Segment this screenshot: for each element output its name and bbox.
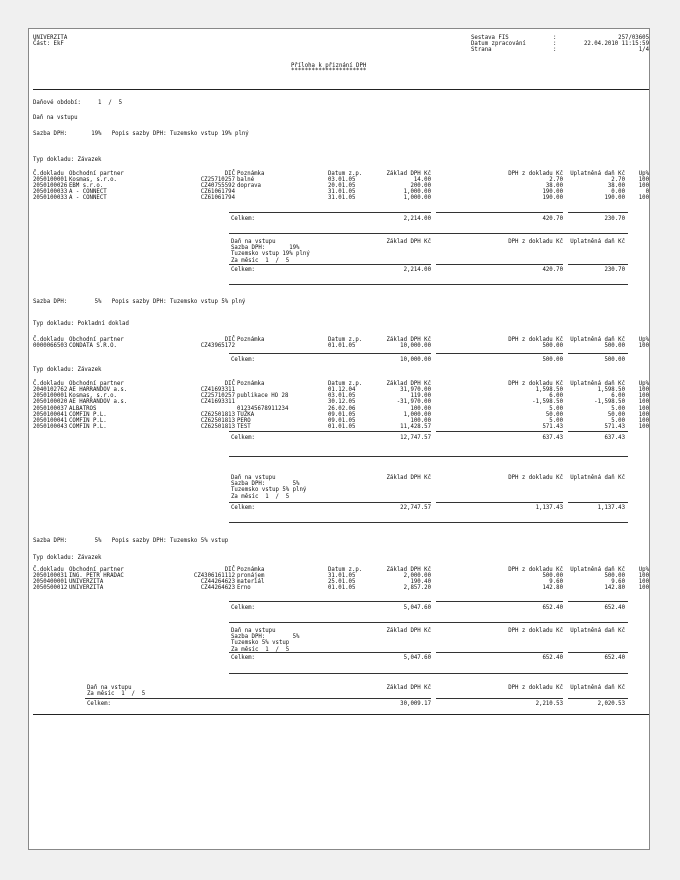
col-header-doc: Č.dokladu [33,381,64,387]
total-rule [436,264,563,265]
row-doc: 2050100033 [33,189,68,195]
row-base: 31,970.00 [400,387,431,393]
header-rule [33,89,649,90]
grand-rule [436,698,563,699]
row-date: 25.01.05 [328,579,356,586]
total-rule [229,502,431,503]
col-header-note: Poznámka [237,567,265,573]
col-header-date: Datum z.p. [328,171,363,177]
total-rule [229,652,431,653]
row-partner: UNIVERZITA [69,579,104,586]
col-header-pct: Up% [638,567,649,573]
total-vat: 652.40 [542,605,563,611]
grand-col-vat: DPH z dokladu Kč [508,685,563,691]
row-pct: 100 [638,579,649,586]
row-doc: 2050100031 [33,573,68,579]
row-pct: 100 [638,183,649,189]
grand-total-base: 30,009.17 [400,701,431,707]
tax-type: Daň na vstupu [33,115,78,121]
row-base: 1,000.00 [403,195,431,201]
row-vat: 9.60 [549,579,563,586]
grand-col-base: Základ DPH Kč [386,685,431,691]
row-vat: 5.00 [549,405,563,412]
total-label: Celkem: [231,605,255,611]
col-header-base: Základ DPH Kč [386,381,431,387]
row-doc: 2050100043 [33,424,68,431]
col-header-dic: DIČ [224,567,235,573]
col-header-partner: Obchodní partner [69,381,124,387]
summary-line: Sazba DPH: 5% [231,481,300,488]
total-label: Celkem: [231,435,255,441]
meta-colon: : [553,47,557,53]
row-pct: 100 [638,343,649,349]
row-dic: CZ4306161112 [193,573,235,579]
row-date: 31.01.05 [328,195,356,201]
total-base: 12,747.57 [400,435,431,441]
row-vat: 38.00 [545,183,563,189]
total-rule [436,652,563,653]
col-header-dic: DIČ [224,337,235,343]
row-note: publikace HO 28 [237,393,289,400]
meta-colon: : [553,35,557,41]
meta-label: Datum zpracování [471,41,526,47]
row-pct: 100 [638,585,649,592]
row-partner: Kosmas, s.r.o. [69,177,117,183]
col-header-claimed: Uplatněná daň Kč [570,567,625,573]
col-header-note: Poznámka [237,171,265,177]
col-header-claimed: Uplatněná daň Kč [570,337,625,343]
row-pct: 100 [638,573,649,579]
row-partner: A - CONNECT [69,195,107,201]
row-claimed: -1,598.50 [594,399,625,406]
col-header-date: Datum z.p. [328,381,363,387]
row-partner: ING. PETR HRADAC [69,573,124,579]
row-vat: 1,598.50 [535,387,563,393]
row-claimed: 5.00 [611,418,625,424]
row-date: 01.01.05 [328,343,356,349]
total-rule [229,601,431,602]
summary-line: Tuzemsko vstup 5% plný [231,487,307,494]
row-note: balné [237,177,255,183]
row-dic: CZ62501813 [200,418,235,424]
summary-col-claimed: Uplatněná daň Kč [570,628,625,634]
total-base: 2,214.00 [403,216,431,222]
row-base: 2,857.20 [403,585,431,592]
row-note: TEST [237,424,251,431]
row-claimed: 9.60 [611,579,625,586]
row-vat: -1,598.50 [532,399,563,406]
row-dic: CZ44264623 [200,579,235,586]
row-doc: 2050100033 [33,195,68,201]
summary-total-vat: 652.40 [542,655,563,661]
summary-total-base: 22,747.57 [400,505,431,511]
summary-line: Daň na vstupu [231,628,276,634]
row-note: Erno [237,585,251,592]
row-partner: A - CONNECT [69,189,107,195]
total-label: Celkem: [231,216,255,222]
org-part: Část: EkF [33,41,64,47]
section-rule [229,456,628,457]
summary-total-label: Celkem: [231,505,255,511]
col-header-doc: Č.dokladu [33,337,64,343]
row-vat: 190.00 [542,189,563,195]
row-doc: 2040102762 [33,387,68,393]
grand-total-vat: 2,210.53 [535,701,563,707]
row-date: 01.12.04 [328,387,356,393]
col-header-date: Datum z.p. [328,567,363,573]
meta-value: 257/03605 [618,35,649,41]
col-header-base: Základ DPH Kč [386,337,431,343]
row-dic: CZ25710257 [200,393,235,400]
grand-rule [568,698,628,699]
row-dic: CZ43965172 [200,343,235,349]
row-date: 03.01.05 [328,177,356,183]
section-rule [229,233,628,234]
row-doc: 2050100037 [33,405,68,412]
col-header-base: Základ DPH Kč [386,567,431,573]
row-pct: 100 [638,424,649,431]
row-dic: CZ61061794 [200,189,235,195]
summary-total-label: Celkem: [231,267,255,273]
row-partner: COMFIN P.L. [69,418,107,424]
row-vat: 6.00 [549,393,563,400]
total-rule [568,601,628,602]
section-rule [229,284,628,285]
col-header-note: Poznámka [237,337,265,343]
col-header-date: Datum z.p. [328,337,363,343]
row-claimed: 500.00 [604,573,625,579]
col-header-claimed: Uplatněná daň Kč [570,381,625,387]
row-partner: AE HARRANDOV a.s. [69,387,128,393]
row-vat: 500.00 [542,343,563,349]
summary-total-base: 5,047.60 [403,655,431,661]
summary-col-claimed: Uplatněná daň Kč [570,239,625,245]
total-claimed: 652.40 [604,605,625,611]
row-claimed: 50.00 [607,411,625,418]
total-base: 5,047.60 [403,605,431,611]
total-rule [229,353,431,354]
row-claimed: 571.43 [604,424,625,431]
row-claimed: 5.00 [611,405,625,412]
total-rule [568,652,628,653]
section-rule [229,673,628,674]
row-base: 100.00 [410,405,431,412]
grand-total-label: Celkem: [87,701,111,707]
row-vat: 500.00 [542,573,563,579]
rate-line: Sazba DPH: 19% Popis sazby DPH: Tuzemsko vstup 19% plný [33,131,249,137]
col-header-note: Poznámka [237,381,265,387]
summary-line: Za měsíc 1 / 5 [231,646,290,653]
row-dic: CZ62501813 [200,411,235,418]
row-base: 11,428.57 [400,424,431,431]
total-rule [436,601,563,602]
row-vat: 190.00 [542,195,563,201]
row-base: -31,970.00 [396,399,431,406]
summary-total-label: Celkem: [231,655,255,661]
row-partner: CONDATA S.R.O. [69,343,117,349]
grand-line: Za měsíc 1 / 5 [87,691,146,698]
row-claimed: 2.70 [611,177,625,183]
row-date: 31.01.05 [328,189,356,195]
total-claimed: 637.43 [604,435,625,441]
total-rule [229,264,431,265]
row-date: 09.01.05 [328,418,356,424]
total-rule [568,264,628,265]
summary-col-vat: DPH z dokladu Kč [508,239,563,245]
meta-value: 22.04.2010 11:15:59 [583,41,649,47]
row-partner: COMFIN P.L. [69,424,107,431]
total-vat: 500.00 [542,357,563,363]
row-date: 01.01.05 [328,424,356,431]
col-header-vat: DPH z dokladu Kč [508,381,563,387]
total-rule [436,212,563,213]
summary-line: Daň na vstupu [231,475,276,481]
row-date: 20.01.05 [328,183,356,189]
summary-total-base: 2,214.00 [403,267,431,273]
section-rule [229,522,628,523]
col-header-doc: Č.dokladu [33,567,64,573]
row-partner: COMFIN P.L. [69,411,107,418]
row-doc: 2050100041 [33,411,68,418]
row-doc: 2050100026 [33,183,68,189]
col-header-partner: Obchodní partner [69,567,124,573]
col-header-vat: DPH z dokladu Kč [508,567,563,573]
summary-col-vat: DPH z dokladu Kč [508,475,563,481]
row-date: 09.01.05 [328,411,356,418]
total-rule [568,502,628,503]
total-rule [436,431,563,432]
row-dic: CZ44264623 [200,585,235,592]
row-dic: CZ41693311 [200,387,235,393]
org-name: UNIVERZITA [33,35,68,41]
row-base: 1,000.00 [403,411,431,418]
doc-type: Typ dokladu: Závazek [33,555,102,561]
row-pct: 100 [638,418,649,424]
row-date: 03.01.05 [328,393,356,400]
row-pct: 100 [638,411,649,418]
row-claimed: 6.00 [611,393,625,400]
footer-rule [33,714,649,715]
row-dic: CZ62501813 [200,424,235,431]
row-doc: 2050100041 [33,418,68,424]
row-date: 31.01.05 [328,573,356,579]
section-rule [229,622,628,623]
total-label: Celkem: [231,357,255,363]
report-title-underline: ********************** [291,68,367,74]
grand-total-claimed: 2,020.53 [597,701,625,707]
summary-total-vat: 1,137.43 [535,505,563,511]
row-vat: 2.70 [549,177,563,183]
total-rule [436,353,563,354]
total-rule [436,502,563,503]
row-base: 2,000.00 [403,573,431,579]
row-date: 01.01.05 [328,585,356,592]
row-claimed: 1,598.50 [597,387,625,393]
row-date: 26.02.06 [328,405,356,412]
row-vat: 50.00 [545,411,563,418]
summary-line: Tuzemsko vstup 19% plný [231,251,310,258]
col-header-partner: Obchodní partner [69,171,124,177]
summary-col-claimed: Uplatněná daň Kč [570,475,625,481]
col-header-pct: Up% [638,381,649,387]
row-pct: 100 [638,177,649,183]
total-claimed: 500.00 [604,357,625,363]
total-base: 10,000.00 [400,357,431,363]
col-header-dic: DIČ [224,381,235,387]
summary-line: Sazba DPH: 19% [231,245,300,252]
row-note: doprava [237,183,261,189]
summary-col-base: Základ DPH Kč [386,239,431,245]
total-vat: 420.70 [542,216,563,222]
summary-total-vat: 420.70 [542,267,563,273]
rate-line: Sazba DPH: 5% Popis sazby DPH: Tuzemsko vstup 5% plný [33,299,246,305]
row-doc: 2050400001 [33,579,68,586]
row-doc: 0000066503 [33,343,68,349]
row-pct: 0 [645,189,649,195]
row-vat: 571.43 [542,424,563,431]
row-pct: 100 [638,393,649,400]
row-note: 012345678911234 [237,405,289,412]
row-base: 119.00 [410,393,431,400]
summary-total-claimed: 230.70 [604,267,625,273]
row-base: 190.40 [410,579,431,586]
doc-type: Typ dokladu: Závazek [33,157,102,163]
summary-line: Tuzemsko 5% vstup [231,640,290,647]
total-rule [568,353,628,354]
total-rule [229,431,431,432]
doc-type: Typ dokladu: Závazek [33,367,102,373]
row-vat: 5.00 [549,418,563,424]
summary-col-base: Základ DPH Kč [386,475,431,481]
row-vat: 142.80 [542,585,563,592]
summary-line: Sazba DPH: 5% [231,634,300,641]
row-partner: AE HARRANDOV a.s. [69,399,128,406]
summary-col-base: Základ DPH Kč [386,628,431,634]
row-note: PERO [237,418,251,424]
col-header-claimed: Uplatněná daň Kč [570,171,625,177]
doc-type: Typ dokladu: Pokladní doklad [33,321,129,327]
grand-col-claimed: Uplatněná daň Kč [570,685,625,691]
row-note: pronájem [237,573,265,579]
row-dic: CZ40755592 [200,183,235,189]
row-dic: CZ61061794 [200,195,235,201]
summary-total-claimed: 652.40 [604,655,625,661]
row-doc: 2050100001 [33,177,68,183]
meta-value: 1/4 [638,47,649,53]
summary-line: Za měsíc 1 / 5 [231,493,290,500]
meta-label: Sestava FIS [471,35,509,41]
total-rule [568,431,628,432]
total-claimed: 230.70 [604,216,625,222]
grand-line: Daň na vstupu [87,685,132,691]
row-pct: 100 [638,195,649,201]
row-claimed: 142.80 [604,585,625,592]
meta-colon: : [553,41,557,47]
col-header-partner: Obchodní partner [69,337,124,343]
row-pct: 100 [638,399,649,406]
col-header-pct: Up% [638,171,649,177]
row-partner: ALBATROS [69,405,97,412]
col-header-base: Základ DPH Kč [386,171,431,177]
row-partner: EBM s.r.o. [69,183,104,189]
row-note: TUŽKA [237,411,255,418]
row-doc: 2050100020 [33,399,68,406]
summary-line: Daň na vstupu [231,239,276,245]
row-base: 1,000.00 [403,189,431,195]
row-claimed: 190.00 [604,195,625,201]
report-title: Příloha k přiznání DPH [291,63,367,69]
col-header-vat: DPH z dokladu Kč [508,337,563,343]
meta-label: Strana [471,47,492,53]
col-header-dic: DIČ [224,171,235,177]
row-claimed: 0.00 [611,189,625,195]
row-partner: Kosmas, s.r.o. [69,393,117,400]
total-rule [568,212,628,213]
summary-col-vat: DPH z dokladu Kč [508,628,563,634]
row-base: 14.00 [413,177,431,183]
report-page [28,28,650,850]
grand-rule [85,698,431,699]
row-note: materiál [237,579,265,586]
total-vat: 637.43 [542,435,563,441]
row-dic: CZ41693311 [200,399,235,406]
row-base: 200.00 [410,183,431,189]
row-base: 10,000.00 [400,343,431,349]
row-date: 30.12.05 [328,399,356,406]
col-header-vat: DPH z dokladu Kč [508,171,563,177]
row-doc: 2050100001 [33,393,68,400]
summary-total-claimed: 1,137.43 [597,505,625,511]
col-header-doc: Č.dokladu [33,171,64,177]
row-pct: 100 [638,405,649,412]
row-claimed: 500.00 [604,343,625,349]
row-partner: UNIVERZITA [69,585,104,592]
row-claimed: 38.00 [607,183,625,189]
row-doc: 2050500012 [33,585,68,592]
row-base: 100.00 [410,418,431,424]
row-pct: 100 [638,387,649,393]
row-dic: CZ25710257 [200,177,235,183]
col-header-pct: Up% [638,337,649,343]
tax-period: Daňové období: 1 / 5 [33,100,123,106]
summary-line: Za měsíc 1 / 5 [231,257,290,264]
total-rule [229,212,431,213]
rate-line: Sazba DPH: 5% Popis sazby DPH: Tuzemsko 5% vstup [33,538,229,544]
